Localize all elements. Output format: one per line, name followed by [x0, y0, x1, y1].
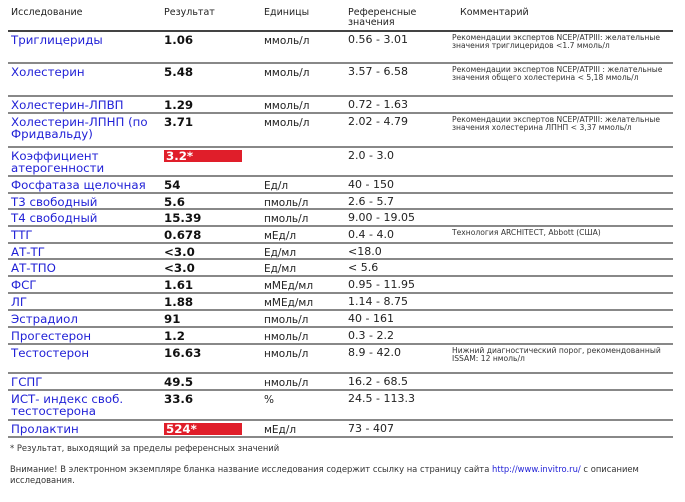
units: ммоль/л [264, 35, 310, 47]
reference-range: 16.2 - 68.5 [348, 375, 408, 388]
result-value: 33.6 [164, 392, 194, 406]
table-row [8, 374, 673, 391]
reference-range: 2.0 - 3.0 [348, 149, 394, 162]
units: мЕд/л [264, 424, 297, 436]
comment [452, 391, 673, 419]
table-row [8, 277, 673, 294]
result-value: 5.6 [164, 195, 185, 209]
units: мМЕд/мл [264, 297, 314, 309]
table-row [8, 194, 673, 210]
test-name-link[interactable]: АТ-ТПО [11, 261, 56, 275]
table-body [8, 32, 673, 438]
comment [452, 97, 673, 112]
comment: Рекомендации экспертов NCEP/ATPIII : желательные значения общего холестерина < 5,18 ммоль/л [452, 65, 663, 83]
comment [452, 311, 673, 326]
table-row [8, 64, 673, 97]
reference-range: 40 - 161 [348, 312, 394, 325]
reference-range: 1.14 - 8.75 [348, 295, 408, 308]
table-row [8, 328, 673, 345]
warning-text [10, 464, 670, 486]
result-value: 0.678 [164, 228, 202, 242]
result-cell [164, 148, 264, 175]
comment [452, 328, 673, 343]
comment [452, 177, 673, 192]
table-row [8, 114, 673, 148]
test-name-link[interactable]: Фосфатаза щелочная [11, 178, 146, 192]
test-name-link[interactable]: ГСПГ [11, 375, 43, 389]
table-row [8, 210, 673, 227]
comment [452, 148, 673, 175]
result-value: 49.5 [164, 375, 194, 389]
units: нмоль/л [264, 331, 309, 343]
table-header [8, 6, 673, 32]
result-value-flagged: 3.2* [164, 150, 242, 162]
comment [452, 194, 673, 208]
result-value: 1.29 [164, 98, 194, 112]
units: нмоль/л [264, 377, 309, 389]
test-name-link[interactable]: Т3 свободный [11, 195, 98, 209]
test-name-link[interactable]: Коэффициент атерогенности [11, 149, 105, 175]
warning-after: с описанием исследования. [10, 464, 639, 485]
comment [452, 210, 673, 225]
header-test: Исследование [11, 7, 83, 18]
units [264, 148, 348, 175]
reference-range: 73 - 407 [348, 422, 394, 435]
reference-range: <18.0 [348, 245, 382, 258]
comment: Нижний диагностический порог, рекомендованный ISSAM: 12 нмоль/л [452, 346, 661, 364]
test-name-link[interactable]: ИСТ- индекс своб. тестостерона [11, 392, 124, 418]
result-cell [164, 421, 264, 436]
reference-range: 0.3 - 2.2 [348, 329, 394, 342]
result-value: 91 [164, 312, 181, 326]
comment [452, 244, 673, 258]
reference-range: 0.56 - 3.01 [348, 33, 408, 46]
table-row [8, 311, 673, 328]
test-name-link[interactable]: Эстрадиол [11, 312, 78, 326]
result-value: 1.88 [164, 295, 194, 309]
table-row [8, 345, 673, 374]
result-value: 1.61 [164, 278, 194, 292]
reference-range: 9.00 - 19.05 [348, 211, 415, 224]
comment: Рекомендации экспертов NCEP/ATPIII: желательные значения триглицеридов <1.7 ммоль/л [452, 33, 661, 51]
reference-range: 0.95 - 11.95 [348, 278, 415, 291]
result-value: <3.0 [164, 245, 195, 259]
units: мЕд/л [264, 230, 297, 242]
reference-range: 0.4 - 4.0 [348, 228, 394, 241]
result-value-flagged: 524* [164, 423, 242, 435]
test-name-link[interactable]: Т4 свободный [11, 211, 98, 225]
table-row [8, 227, 673, 244]
units: ммоль/л [264, 67, 310, 79]
table-row [8, 421, 673, 438]
result-value: 3.71 [164, 115, 194, 129]
comment [452, 421, 673, 436]
units: ммоль/л [264, 100, 310, 112]
warning-before: Внимание! В электронном экземпляре бланка название исследования содержит ссылку на страницу сайта [10, 464, 492, 474]
units: нмоль/л [264, 348, 309, 360]
units: Ед/мл [264, 247, 297, 259]
test-name-link[interactable]: Холестерин-ЛПНП (по Фридвальду) [11, 115, 148, 141]
table-row [8, 391, 673, 421]
comment [452, 277, 673, 292]
test-name-link[interactable]: Холестерин-ЛПВП [11, 98, 124, 112]
units: мМЕд/мл [264, 280, 314, 292]
reference-range: 0.72 - 1.63 [348, 98, 408, 111]
comment: Рекомендации экспертов NCEP/ATPIII: желательные значения холестерина ЛПНП < 3,37 ммоль/л [452, 115, 661, 133]
test-name-link[interactable]: ЛГ [11, 295, 28, 309]
reference-range: 3.57 - 6.58 [348, 65, 408, 78]
result-value: 5.48 [164, 65, 194, 79]
result-value: 1.2 [164, 329, 185, 343]
results-table [8, 6, 673, 438]
reference-range: < 5.6 [348, 261, 379, 274]
test-name-link[interactable]: ТТГ [11, 228, 33, 242]
result-value: 54 [164, 178, 181, 192]
result-value: 16.63 [164, 346, 202, 360]
table-row [8, 32, 673, 64]
footnote: * Результат, выходящий за пределы референсных значений [10, 443, 280, 453]
reference-range: 8.9 - 42.0 [348, 346, 401, 359]
header-units: Единицы [264, 7, 310, 18]
result-value: 1.06 [164, 33, 194, 47]
units: Ед/л [264, 180, 289, 192]
test-name-link[interactable]: Тестостерон [11, 346, 90, 360]
header-result: Результат [164, 7, 215, 18]
reference-range: 24.5 - 113.3 [348, 392, 415, 405]
table-row [8, 294, 673, 311]
table-row [8, 177, 673, 194]
units: Ед/мл [264, 263, 297, 275]
test-name-link[interactable]: Пролактин [11, 422, 79, 436]
units: пмоль/л [264, 197, 309, 209]
comment: Технология ARCHITECT, Abbott (США) [452, 228, 601, 237]
units: пмоль/л [264, 213, 309, 225]
reference-range: 40 - 150 [348, 178, 394, 191]
units: пмоль/л [264, 314, 309, 326]
header-ref: Референсные значения [348, 7, 417, 28]
reference-range: 2.6 - 5.7 [348, 195, 394, 208]
test-name-link[interactable]: Триглицериды [11, 33, 103, 47]
test-name-link[interactable]: АТ-ТГ [11, 245, 45, 259]
test-name-link[interactable]: Прогестерон [11, 329, 92, 343]
test-name-link[interactable]: Холестерин [11, 65, 85, 79]
invitro-link[interactable]: http://www.invitro.ru/ [491, 464, 581, 474]
table-row [8, 148, 673, 177]
comment [452, 374, 673, 389]
result-value: 15.39 [164, 211, 202, 225]
result-value: <3.0 [164, 261, 195, 275]
comment [452, 260, 673, 275]
comment [452, 294, 673, 309]
table-row [8, 244, 673, 260]
units: ммоль/л [264, 117, 310, 129]
header-comment: Комментарий [460, 7, 529, 18]
table-row [8, 97, 673, 114]
reference-range: 2.02 - 4.79 [348, 115, 408, 128]
test-name-link[interactable]: ФСГ [11, 278, 37, 292]
units: % [264, 394, 274, 406]
table-row [8, 260, 673, 277]
